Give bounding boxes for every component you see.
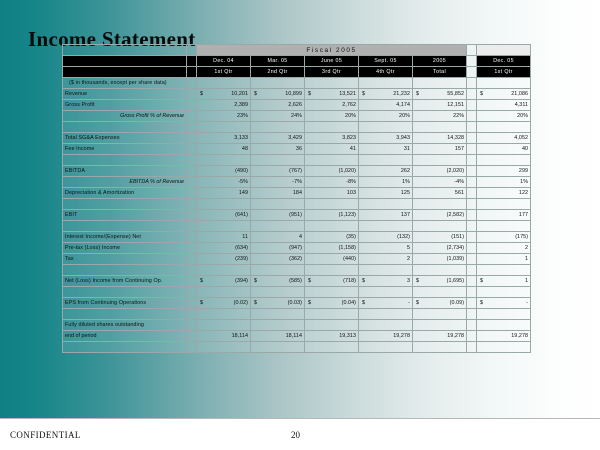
cell-value: 31 xyxy=(359,144,413,155)
cell-value: 19,278 xyxy=(359,331,413,342)
spacer-cell xyxy=(197,309,251,320)
spacer-cell xyxy=(251,265,305,276)
cell-value: (1,123) xyxy=(305,210,359,221)
cell-value: 103 xyxy=(305,188,359,199)
header-separator-1 xyxy=(467,56,477,67)
spacer-cell xyxy=(413,122,467,133)
spacer-row-3 xyxy=(63,122,531,133)
spacer-cell xyxy=(305,309,359,320)
cell-value: 122 xyxy=(477,188,531,199)
row-separator xyxy=(467,254,477,265)
spacer-cell xyxy=(305,221,359,232)
band-spacer-right xyxy=(477,45,531,56)
table-row xyxy=(63,166,531,177)
cell-value: 41 xyxy=(305,144,359,155)
col-header-period-5: 1st Qtr xyxy=(477,67,531,78)
cell-value: (362) xyxy=(251,254,305,265)
col-header-period-0: 1st Qtr xyxy=(197,67,251,78)
row-gap xyxy=(187,320,197,331)
row-label: EBITDA xyxy=(63,166,187,177)
spacer-cell xyxy=(197,199,251,210)
header-period-row xyxy=(63,67,531,78)
spacer-cell xyxy=(467,342,477,353)
row-label: Pre-tax (Loss) Income xyxy=(63,243,187,254)
cell-value: -4% xyxy=(413,177,467,188)
table-row xyxy=(63,188,531,199)
table-row xyxy=(63,320,531,331)
units-c4 xyxy=(413,78,467,89)
spacer-cell xyxy=(467,122,477,133)
spacer-cell xyxy=(467,221,477,232)
row-gap xyxy=(187,144,197,155)
spacer-cell xyxy=(197,155,251,166)
spacer-cell xyxy=(413,309,467,320)
row-label: Tax xyxy=(63,254,187,265)
footer-page-number: 20 xyxy=(291,430,300,440)
row-label: Fee Income xyxy=(63,144,187,155)
cell-value: (2,020) xyxy=(413,166,467,177)
cell-value: (641) xyxy=(197,210,251,221)
cell-value xyxy=(251,320,305,331)
spacer-cell xyxy=(467,199,477,210)
row-label: end of period xyxy=(63,331,187,342)
spacer-row-end xyxy=(63,342,531,353)
row-label: Gross Profit % of Revenue xyxy=(63,111,187,122)
cell-value: 2,626 xyxy=(251,100,305,111)
fiscal-band-row xyxy=(63,45,531,56)
cell-value: 22% xyxy=(413,111,467,122)
cell-value: 18,114 xyxy=(251,331,305,342)
cell-value: 3,429 xyxy=(251,133,305,144)
spacer-cell xyxy=(63,265,187,276)
cell-value: -7% xyxy=(251,177,305,188)
row-gap xyxy=(187,166,197,177)
spacer-cell xyxy=(467,265,477,276)
spacer-cell xyxy=(197,122,251,133)
cell-value: 24% xyxy=(251,111,305,122)
cell-value xyxy=(197,320,251,331)
spacer-row-14 xyxy=(63,309,531,320)
spacer-cell xyxy=(63,199,187,210)
row-gap xyxy=(187,100,197,111)
spacer-cell xyxy=(359,199,413,210)
row-label: Depreciation & Amortization xyxy=(63,188,187,199)
cell-value: (2,582) xyxy=(413,210,467,221)
spacer-cell xyxy=(359,287,413,298)
row-gap xyxy=(187,210,197,221)
cell-value: 40 xyxy=(477,144,531,155)
spacer-cell xyxy=(359,342,413,353)
cell-value: 20% xyxy=(305,111,359,122)
row-gap xyxy=(187,89,197,100)
spacer-cell xyxy=(251,122,305,133)
cell-value: 262 xyxy=(359,166,413,177)
row-separator xyxy=(467,298,477,309)
cell-value: -5% xyxy=(197,177,251,188)
row-separator xyxy=(467,210,477,221)
row-separator xyxy=(467,243,477,254)
cell-value: 4 xyxy=(251,232,305,243)
header-label-blank xyxy=(63,56,187,67)
table-row xyxy=(63,111,531,122)
table-row xyxy=(63,133,531,144)
units-c1 xyxy=(251,78,305,89)
cell-value: (634) xyxy=(197,243,251,254)
spacer-cell xyxy=(477,265,531,276)
row-separator xyxy=(467,100,477,111)
cell-value: 14,328 xyxy=(413,133,467,144)
spacer-cell xyxy=(413,342,467,353)
cell-value xyxy=(413,320,467,331)
cell-value: 20% xyxy=(359,111,413,122)
spacer-cell xyxy=(63,309,187,320)
cell-value: 19,313 xyxy=(305,331,359,342)
spacer-cell xyxy=(197,287,251,298)
table-row xyxy=(63,232,531,243)
footer-confidential-label: CONFIDENTIAL xyxy=(10,430,81,440)
spacer-cell xyxy=(413,155,467,166)
col-header-period-1: 2nd Qtr xyxy=(251,67,305,78)
page-title: Income Statement xyxy=(28,27,196,51)
cell-value: 36 xyxy=(251,144,305,155)
row-label: Gross Profit xyxy=(63,100,187,111)
cell-value: (1,158) xyxy=(305,243,359,254)
spacer-cell xyxy=(467,287,477,298)
row-label: Net (Loss) Income from Continuing Op. xyxy=(63,276,187,287)
cell-value: $ - xyxy=(359,298,413,309)
spacer-cell xyxy=(413,199,467,210)
cell-value: $ (0.02) xyxy=(197,298,251,309)
col-header-date-1: Mar. 05 xyxy=(251,56,305,67)
footer-band xyxy=(0,418,600,450)
cell-value: 20% xyxy=(477,111,531,122)
spacer-row-5 xyxy=(63,155,531,166)
row-gap xyxy=(187,298,197,309)
row-label: EBIT xyxy=(63,210,187,221)
spacer-cell xyxy=(197,265,251,276)
cell-value: (175) xyxy=(477,232,531,243)
cell-value: -8% xyxy=(305,177,359,188)
spacer-cell xyxy=(251,309,305,320)
table-row xyxy=(63,331,531,342)
table-row xyxy=(63,89,531,100)
spacer-cell xyxy=(305,155,359,166)
cell-value: 149 xyxy=(197,188,251,199)
spacer-cell xyxy=(187,122,197,133)
band-spacer-gap xyxy=(187,45,197,56)
spacer-cell xyxy=(251,199,305,210)
band-spacer-label xyxy=(63,45,187,56)
cell-value: 4,052 xyxy=(477,133,531,144)
cell-value: 561 xyxy=(413,188,467,199)
header-gap-blank-2 xyxy=(187,67,197,78)
cell-value: 3,943 xyxy=(359,133,413,144)
spacer-cell xyxy=(197,221,251,232)
row-gap xyxy=(187,111,197,122)
cell-value: 2,389 xyxy=(197,100,251,111)
cell-value: (947) xyxy=(251,243,305,254)
spacer-cell xyxy=(197,342,251,353)
row-gap xyxy=(187,232,197,243)
band-separator xyxy=(467,45,477,56)
cell-value: 137 xyxy=(359,210,413,221)
spacer-cell xyxy=(187,342,197,353)
cell-value: $ 10,201 xyxy=(197,89,251,100)
table-row xyxy=(63,210,531,221)
table-row xyxy=(63,144,531,155)
spacer-cell xyxy=(359,265,413,276)
col-header-date-5: Dec. 05 xyxy=(477,56,531,67)
row-label: Fully diluted shares outstanding xyxy=(63,320,187,331)
row-gap xyxy=(187,254,197,265)
cell-value: 184 xyxy=(251,188,305,199)
cell-value: (35) xyxy=(305,232,359,243)
spacer-cell xyxy=(305,287,359,298)
cell-value: $ (394) xyxy=(197,276,251,287)
table-row xyxy=(63,254,531,265)
cell-value: (767) xyxy=(251,166,305,177)
income-statement-table xyxy=(62,44,531,353)
table-row xyxy=(63,177,531,188)
spacer-row-8 xyxy=(63,199,531,210)
col-header-date-4: 2005 xyxy=(413,56,467,67)
cell-value: 177 xyxy=(477,210,531,221)
cell-value: $ 21,232 xyxy=(359,89,413,100)
units-note: ($ in thousands, except per share data) xyxy=(63,78,187,89)
row-gap xyxy=(187,133,197,144)
cell-value: (2,734) xyxy=(413,243,467,254)
spacer-cell xyxy=(477,342,531,353)
cell-value: 299 xyxy=(477,166,531,177)
spacer-row-13 xyxy=(63,287,531,298)
header-gap-blank xyxy=(187,56,197,67)
cell-value: $ (585) xyxy=(251,276,305,287)
spacer-cell xyxy=(63,122,187,133)
cell-value: 23% xyxy=(197,111,251,122)
table-row xyxy=(63,276,531,287)
cell-value: 11 xyxy=(197,232,251,243)
cell-value xyxy=(477,320,531,331)
spacer-cell xyxy=(477,287,531,298)
cell-value: (1,039) xyxy=(413,254,467,265)
spacer-cell xyxy=(187,265,197,276)
cell-value: 125 xyxy=(359,188,413,199)
spacer-cell xyxy=(477,122,531,133)
table-row xyxy=(63,100,531,111)
spacer-cell xyxy=(63,342,187,353)
row-gap xyxy=(187,276,197,287)
cell-value: $ 55,852 xyxy=(413,89,467,100)
col-header-period-3: 4th Qtr xyxy=(359,67,413,78)
row-gap xyxy=(187,188,197,199)
col-header-period-4: Total xyxy=(413,67,467,78)
spacer-cell xyxy=(251,342,305,353)
spacer-row-12 xyxy=(63,265,531,276)
cell-value: 18,114 xyxy=(197,331,251,342)
col-header-date-0: Dec. 04 xyxy=(197,56,251,67)
cell-value: 2,762 xyxy=(305,100,359,111)
cell-value: $ (718) xyxy=(305,276,359,287)
header-separator-2 xyxy=(467,67,477,78)
cell-value: 4,174 xyxy=(359,100,413,111)
cell-value: 1% xyxy=(359,177,413,188)
cell-value: $ (1,695) xyxy=(413,276,467,287)
table-row xyxy=(63,243,531,254)
spacer-cell xyxy=(305,122,359,133)
spacer-cell xyxy=(359,155,413,166)
spacer-cell xyxy=(305,265,359,276)
cell-value: 12,151 xyxy=(413,100,467,111)
row-label: EPS from Continuing Operations xyxy=(63,298,187,309)
cell-value: 2 xyxy=(477,243,531,254)
table-row xyxy=(63,298,531,309)
spacer-cell xyxy=(359,221,413,232)
row-separator xyxy=(467,133,477,144)
cell-value: (1,020) xyxy=(305,166,359,177)
cell-value: $ 1 xyxy=(477,276,531,287)
cell-value: 4,311 xyxy=(477,100,531,111)
spacer-cell xyxy=(251,221,305,232)
cell-value: (239) xyxy=(197,254,251,265)
cell-value: $ 21,086 xyxy=(477,89,531,100)
units-c0 xyxy=(197,78,251,89)
row-separator xyxy=(467,320,477,331)
cell-value: 1 xyxy=(477,254,531,265)
spacer-cell xyxy=(477,155,531,166)
header-label-blank-2 xyxy=(63,67,187,78)
spacer-cell xyxy=(359,309,413,320)
row-separator xyxy=(467,177,477,188)
row-separator xyxy=(467,276,477,287)
cell-value: $ 10,899 xyxy=(251,89,305,100)
spacer-cell xyxy=(251,155,305,166)
cell-value: $ 3 xyxy=(359,276,413,287)
row-separator xyxy=(467,166,477,177)
spacer-cell xyxy=(359,122,413,133)
row-separator xyxy=(467,188,477,199)
spacer-cell xyxy=(413,265,467,276)
spacer-cell xyxy=(187,221,197,232)
row-label: Interest Income/(Expense) Net xyxy=(63,232,187,243)
col-header-date-2: June 05 xyxy=(305,56,359,67)
units-gap xyxy=(187,78,197,89)
spacer-cell xyxy=(477,221,531,232)
cell-value xyxy=(305,320,359,331)
row-separator xyxy=(467,89,477,100)
spacer-cell xyxy=(477,199,531,210)
cell-value: $ (0.09) xyxy=(413,298,467,309)
spacer-cell xyxy=(187,155,197,166)
header-date-row xyxy=(63,56,531,67)
cell-value: $ - xyxy=(477,298,531,309)
cell-value: 5 xyxy=(359,243,413,254)
row-gap xyxy=(187,331,197,342)
spacer-cell xyxy=(187,309,197,320)
cell-value: 157 xyxy=(413,144,467,155)
cell-value: 48 xyxy=(197,144,251,155)
units-c5 xyxy=(477,78,531,89)
cell-value: 3,823 xyxy=(305,133,359,144)
spacer-cell xyxy=(477,309,531,320)
cell-value: (151) xyxy=(413,232,467,243)
cell-value: 19,278 xyxy=(413,331,467,342)
cell-value: $ (0.04) xyxy=(305,298,359,309)
row-gap xyxy=(187,243,197,254)
units-c3 xyxy=(359,78,413,89)
row-label: Revenue xyxy=(63,89,187,100)
spacer-cell xyxy=(187,199,197,210)
spacer-cell xyxy=(467,309,477,320)
spacer-cell xyxy=(467,155,477,166)
spacer-cell xyxy=(63,155,187,166)
cell-value: $ 13,521 xyxy=(305,89,359,100)
cell-value: 3,133 xyxy=(197,133,251,144)
spacer-cell xyxy=(251,287,305,298)
cell-value: (132) xyxy=(359,232,413,243)
cell-value: 1% xyxy=(477,177,531,188)
cell-value: 19,278 xyxy=(477,331,531,342)
row-separator xyxy=(467,111,477,122)
cell-value: 2 xyxy=(359,254,413,265)
col-header-date-3: Sept. 05 xyxy=(359,56,413,67)
row-separator xyxy=(467,144,477,155)
cell-value: (951) xyxy=(251,210,305,221)
spacer-cell xyxy=(187,287,197,298)
cell-value xyxy=(359,320,413,331)
cell-value: (490) xyxy=(197,166,251,177)
row-separator xyxy=(467,232,477,243)
row-gap xyxy=(187,177,197,188)
col-header-period-2: 3rd Qtr xyxy=(305,67,359,78)
row-label: EBITDA % of Revenue xyxy=(63,177,187,188)
spacer-row-9 xyxy=(63,221,531,232)
row-separator xyxy=(467,331,477,342)
spacer-cell xyxy=(305,199,359,210)
row-label: Total SG&A Expenses xyxy=(63,133,187,144)
units-sep xyxy=(467,78,477,89)
spacer-cell xyxy=(305,342,359,353)
spacer-cell xyxy=(63,221,187,232)
units-note-row xyxy=(63,78,531,89)
fiscal-year-band: Fiscal 2005 xyxy=(197,45,467,56)
spacer-cell xyxy=(413,221,467,232)
cell-value: $ (0.03) xyxy=(251,298,305,309)
spacer-cell xyxy=(413,287,467,298)
spacer-cell xyxy=(63,287,187,298)
cell-value: (440) xyxy=(305,254,359,265)
units-c2 xyxy=(305,78,359,89)
